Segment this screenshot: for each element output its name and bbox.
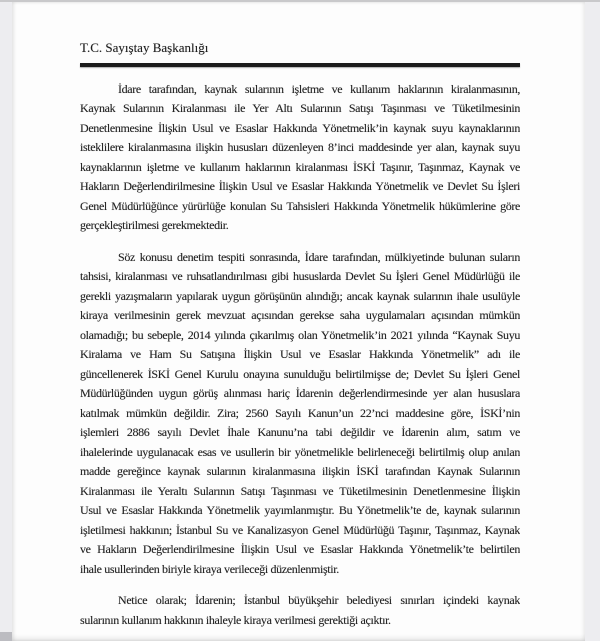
document-line: olamadığı; bu sebeple, 2014 yılında çıkarılmış olan Yönetmelik’in 2021 yılında “Kaynak Suyu	[80, 327, 520, 342]
paragraph	[80, 591, 520, 630]
document-line: isteklilere kiralanmasına ilişkin hususları düzenleyen 8’inci maddesinde yer alan, kaynak suyu	[80, 140, 520, 154]
document-line: İdare tarafından, kaynak sularının işletme ve kullanım haklarının kiralanmasının,	[118, 81, 520, 96]
document-line: ihalelerinde uygulanacak esas ve usullerin bir yönetmelikle belirleneceği belirtilmiş olup anılan	[80, 444, 520, 459]
document-line: sularının kullanım hakkının ihaleyle kiraya verilmesi gerektiği açıktır.	[80, 612, 391, 627]
document-line: Kaynak Sularının Kiralanması ile Yer Altı Sularının Satışı Taşınması ve Tüketilmesinin	[80, 101, 520, 115]
document-line: gerçekleştirilmesi gerekmektedir.	[80, 218, 229, 232]
document-line: Genel Müdürlüğünce yürürlüğe konulan Su Tahsisleri Hakkında Yönetmelik hükümlerine göre	[80, 198, 520, 213]
document-line: Kiralanması ile Yeraltı Sularının Satışı Taşınması ve Tüketilmesinin Denetlenmesine İlişkin	[80, 483, 520, 498]
document-line: katılmak mümkün değildir. Zira; 2560 Sayılı Kanun’un 22’nci maddesine göre, İSKİ’nin	[80, 405, 520, 420]
document-content	[80, 40, 520, 630]
document-page	[12, 2, 585, 641]
document-line: Müdürlüğünden uygun görüş alınması hariç İdarenin değerlendirmesinde yer alan hususlara	[80, 386, 520, 400]
document-line: ihale usullerinden biriyle kiraya verileceği düzenlenmiştir.	[80, 561, 339, 576]
document-line: işlemleri 2886 sayılı Devlet İhale Kanunu’na tabi değildir ve İdarenin alım, satım ve	[80, 425, 520, 439]
document-line: Netice olarak; İdarenin; İstanbul büyükşehir belediyesi sınırları içindeki kaynak	[118, 593, 520, 607]
paragraph	[80, 248, 520, 580]
document-line: kaynaklarının işletme ve kullanım haklarının kiralanması İSKİ Taşınır, Taşınmaz, Kaynak ve	[80, 159, 520, 174]
document-line: tahsisi, kiralanması ve ruhsatlandırılması gibi hususlarda Devlet Su İşleri Genel Müdürlüğü ile	[80, 269, 520, 283]
document-line: Söz konusu denetim tespiti sonrasında, İdare tarafından, mülkiyetinde bulunan suların	[118, 249, 520, 264]
paragraph	[80, 80, 520, 236]
document-line: güncellenerek İSKİ Genel Kurulu onayına sunulduğu belirtilmişse de; Devlet Su İşleri Genel	[80, 366, 520, 381]
scan-corner-shadow	[0, 632, 12, 641]
document-line: Hakların Değerlendirilmesine İlişkin Usul ve Esaslar Hakkında Yönetmelik ve Devlet Su İşleri	[80, 179, 520, 193]
header-rule	[80, 63, 520, 67]
document-line: Usul ve Esaslar Hakkında Yönetmelik yayımlanmıştır. Bu Yönetmelik’te de, kaynak sularının	[80, 503, 520, 517]
document-line: ve Hakların Değerlendirilmesine İlişkin Usul ve Esaslar Hakkında Yönetmelik’te belirtilen	[80, 542, 520, 556]
document-line: Kiralama ve Ham Su Satışına İlişkin Usul ve Esaslar Hakkında Yönetmelik” adı ile	[80, 347, 520, 361]
document-line: madde gereğince kaynak sularının kiralanmasına ilişkin İSKİ tarafından Kaynak Sularının	[80, 464, 520, 478]
document-line: Denetlenmesine İlişkin Usul ve Esaslar Hakkında Yönetmelik’in kaynak suyu kaynaklarının	[80, 120, 520, 135]
agency-header-title: T.C. Sayıştay Başkanlığı	[80, 40, 209, 55]
document-line: işletilmesi hakkının; İstanbul Su ve Kanalizasyon Genel Müdürlüğü Taşınır, Taşınmaz, Kaynak	[80, 522, 520, 537]
document-line: kiraya verilmesinin gerek mevzuat açısından gerekse saha uygulamaları açısından mümkün	[80, 308, 520, 322]
document-line: gerekli yazışmaların yapılarak uygun görüşünün alındığı; ancak kaynak sularının ihale usulüyle	[80, 288, 520, 303]
